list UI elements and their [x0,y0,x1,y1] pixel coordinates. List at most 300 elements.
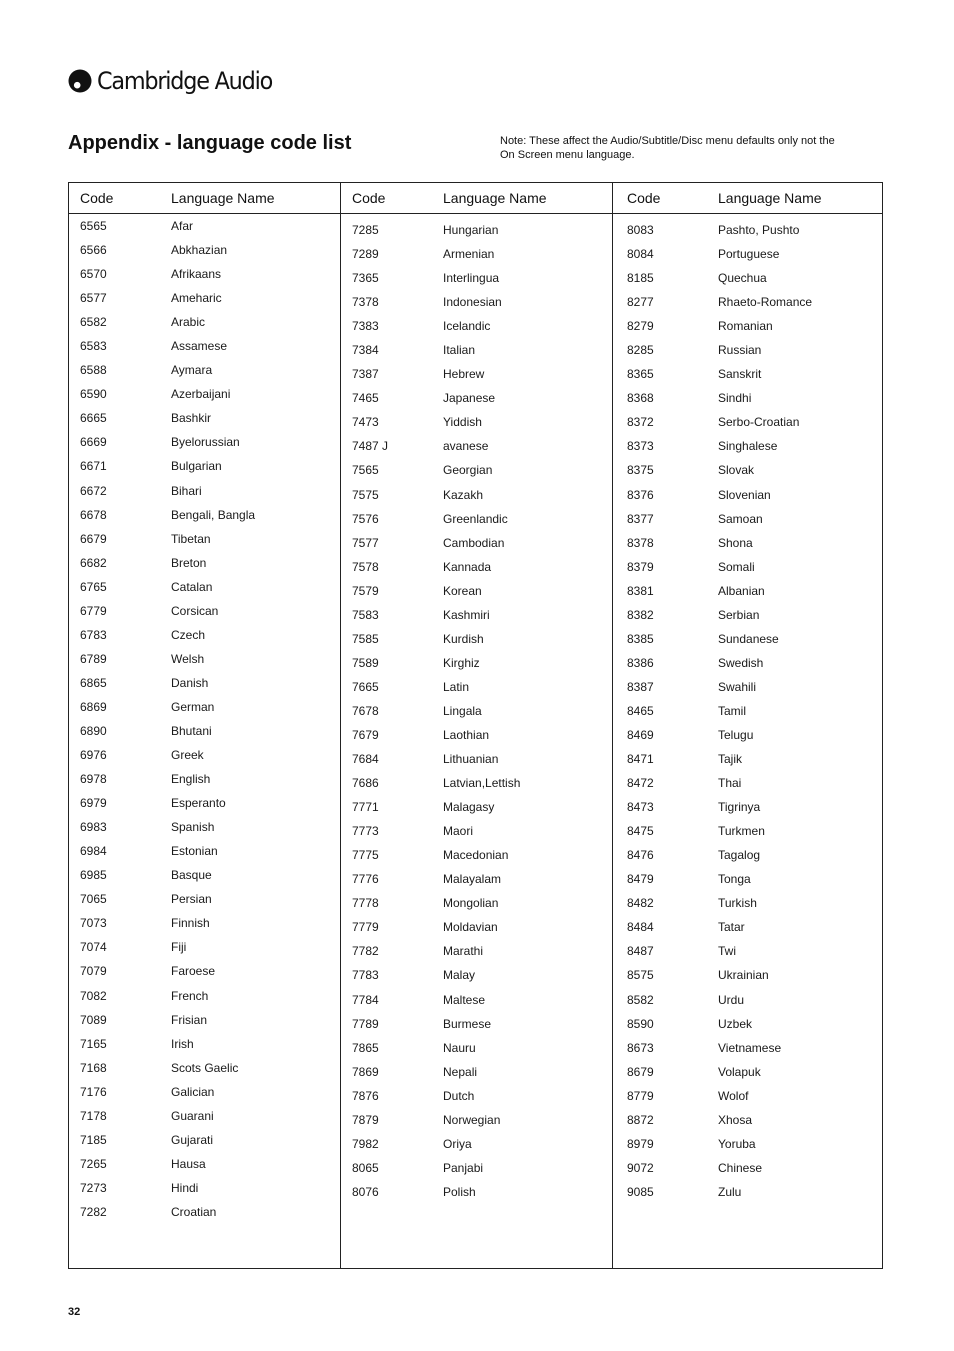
language-code: 7074 [80,940,107,955]
table-row [69,964,340,988]
language-name: Burmese [443,1016,492,1031]
language-code: 6565 [80,219,107,233]
table-row [69,339,340,363]
language-code: 7282 [80,1204,107,1219]
language-code: 9072 [627,1160,654,1175]
language-code: 7679 [352,727,379,742]
language-code: 8083 [627,223,654,237]
table-row [69,676,340,700]
language-code: 6678 [80,507,107,522]
language-code: 8185 [627,271,654,286]
language-code: 8472 [627,776,654,791]
language-name: Urdu [718,992,745,1007]
language-code: 8679 [627,1064,654,1079]
table-row [613,391,883,415]
language-code: 7876 [352,1088,379,1103]
language-name: Tatar [718,920,745,935]
language-code: 8378 [627,535,654,550]
language-name: Volapuk [718,1064,761,1079]
language-code: 8479 [627,872,654,887]
table-row [341,343,613,367]
table-row [69,508,340,532]
language-code: 7982 [352,1136,379,1151]
language-name: Danish [171,675,209,690]
language-name: Slovak [718,463,755,478]
table-row [613,343,883,367]
language-name: Sundanese [718,631,779,646]
language-name: Sindhi [718,391,752,406]
language-name: Corsican [171,603,219,618]
table-row [69,628,340,652]
language-code: 7779 [352,920,379,935]
language-name: English [171,772,211,787]
language-name: Mongolian [443,896,499,911]
table-row [613,584,883,608]
table-row [613,439,883,463]
language-name: Japanese [443,391,496,406]
language-name: Russian [718,343,762,358]
language-name: Arabic [171,315,206,330]
language-name: avanese [443,439,489,454]
language-code: 8475 [627,824,654,839]
table-row [69,1037,340,1061]
language-code: 7576 [352,511,379,526]
column-rows [613,223,883,1209]
language-name: Tagalog [718,848,761,863]
table-row [341,512,613,536]
language-name: Afrikaans [171,267,222,282]
language-code: 6979 [80,796,107,811]
language-name: Esperanto [171,796,226,811]
table-row [613,824,883,848]
language-code: 8373 [627,439,654,454]
language-name: Kashmiri [443,607,490,622]
table-row [613,247,883,271]
language-name: Tigrinya [718,800,761,815]
language-code: 6665 [80,411,107,426]
table-row [341,463,613,487]
language-code: 8382 [627,607,654,622]
table-row [69,652,340,676]
language-name: Frisian [171,1012,208,1027]
table-row [69,916,340,940]
language-code: 8387 [627,679,654,694]
table-row [613,993,883,1017]
table-row [69,315,340,339]
language-name: Welsh [171,651,205,666]
table-row [69,387,340,411]
language-name: Faroese [171,964,216,979]
language-name: Xhosa [718,1112,753,1127]
table-row [69,796,340,820]
language-code: 8376 [627,487,654,502]
brand-name: Cambridge Audio [97,67,273,95]
table-row [341,896,613,920]
table-row [613,415,883,439]
language-code: 7168 [80,1060,107,1075]
table-row [341,1161,613,1185]
language-code: 6869 [80,699,107,714]
language-code: 7665 [352,679,379,694]
table-row [341,752,613,776]
language-name: Korean [443,583,482,598]
language-code: 7079 [80,964,107,979]
language-code: 7383 [352,319,379,334]
table-row [613,728,883,752]
note-text [500,134,900,162]
language-code: 7384 [352,343,379,358]
language-code: 8386 [627,655,654,670]
column-rows [341,223,613,1209]
language-name: Interlingua [443,271,500,286]
language-code: 6783 [80,627,107,642]
language-name: Greek [171,748,204,763]
table-row [341,295,613,319]
table-row [613,776,883,800]
language-code: 7782 [352,944,379,959]
table-row [69,291,340,315]
table-row [613,968,883,992]
table-row [613,488,883,512]
language-name: Latin [443,679,470,694]
language-code: 6669 [80,435,107,450]
language-code: 8872 [627,1112,654,1127]
language-name: Chinese [718,1160,763,1175]
table-row [341,367,613,391]
language-code: 7678 [352,703,379,718]
language-name: Serbo-Croatian [718,415,800,430]
table-row [613,680,883,704]
table-row [69,748,340,772]
language-name: Cambodian [443,535,505,550]
table-row [69,556,340,580]
language-name: Vietnamese [718,1040,782,1055]
language-name: Scots Gaelic [171,1060,239,1075]
table-row [613,512,883,536]
language-name: Spanish [171,820,215,835]
table-row [341,920,613,944]
language-name: Lingala [443,703,482,718]
language-code: 7487 J [352,439,389,454]
note-line-2: On Screen menu language. [500,149,635,161]
language-code: 7273 [80,1180,107,1195]
language-code: 7565 [352,463,379,478]
language-name: Georgian [443,463,493,478]
language-code: 7776 [352,872,379,887]
column-header [613,183,883,213]
table-row [613,1089,883,1113]
language-name: Portuguese [718,247,780,262]
language-code: 8484 [627,920,654,935]
table-row [341,800,613,824]
table-row [613,367,883,391]
language-name: Bulgarian [171,459,222,474]
table-row [69,459,340,483]
table-row [69,1205,340,1229]
language-code: 6679 [80,531,107,546]
table-column-1 [69,183,340,1268]
language-code: 8381 [627,583,654,598]
language-name: Marathi [443,944,484,959]
language-name: Kannada [443,559,492,574]
language-name: Icelandic [443,319,491,334]
language-name: Bengali, Bangla [171,507,256,522]
table-row [341,1041,613,1065]
language-name: Malayalam [443,872,502,887]
language-name: Abkhazian [171,243,228,258]
language-code: 8277 [627,295,654,310]
language-name: Turkish [718,896,757,911]
table-row [69,989,340,1013]
language-name: Croatian [171,1204,217,1219]
table-row [69,1181,340,1205]
table-row [69,868,340,892]
language-code: 7686 [352,776,379,791]
language-name: Moldavian [443,920,498,935]
language-code: 8473 [627,800,654,815]
table-row [613,1161,883,1185]
table-row [69,724,340,748]
language-name: Pashto, Pushto [718,223,800,237]
table-row [341,632,613,656]
table-row [341,824,613,848]
language-code: 7684 [352,752,379,767]
language-code: 9085 [627,1184,654,1199]
code-header: Code [352,190,386,206]
language-code: 7575 [352,487,379,502]
table-row [613,1017,883,1041]
language-name: Tonga [718,872,751,887]
language-code: 8487 [627,944,654,959]
table-row [69,820,340,844]
language-name: Irish [171,1036,194,1051]
table-row [613,1041,883,1065]
language-name: Breton [171,555,207,570]
language-name: Yiddish [443,415,482,430]
table-row [613,1113,883,1137]
language-code: 6583 [80,339,107,354]
language-code: 8476 [627,848,654,863]
language-name: Tajik [718,752,743,767]
language-code: 7473 [352,415,379,430]
language-code: 8279 [627,319,654,334]
table-row [341,223,613,247]
language-name: Aymara [171,363,213,378]
table-row [341,319,613,343]
table-row [69,1109,340,1133]
language-code: 6682 [80,555,107,570]
language-code: 8590 [627,1016,654,1031]
table-row [341,872,613,896]
language-code: 7879 [352,1112,379,1127]
language-name: Afar [171,219,194,233]
language-code: 7578 [352,559,379,574]
code-header: Code [627,190,661,206]
language-code: 7579 [352,583,379,598]
language-code: 7178 [80,1108,107,1123]
table-row [613,1065,883,1089]
language-name: Sanskrit [718,367,762,382]
table-row [613,536,883,560]
language-name: Fiji [171,940,187,955]
table-row [613,896,883,920]
language-code: 8076 [352,1184,379,1199]
language-code: 8582 [627,992,654,1007]
table-row [341,944,613,968]
language-name: Zulu [718,1184,742,1199]
language-name: Bihari [171,483,202,498]
language-code: 7289 [352,247,379,262]
language-code: 7589 [352,655,379,670]
language-code: 6984 [80,844,107,859]
table-row [613,463,883,487]
table-row [69,1157,340,1181]
language-name: Wolof [718,1088,749,1103]
language-name: German [171,699,215,714]
language-name: Maltese [443,992,486,1007]
language-name: Dutch [443,1088,475,1103]
language-name: French [171,988,209,1003]
table-row [341,1017,613,1041]
table-row [613,319,883,343]
brand-logo [68,64,285,98]
language-name: Thai [718,776,742,791]
table-row [613,632,883,656]
table-row [341,439,613,463]
table-row [613,295,883,319]
language-code: 8465 [627,703,654,718]
language-name: Uzbek [718,1016,753,1031]
language-code: 6978 [80,772,107,787]
table-row [613,800,883,824]
language-name: Gujarati [171,1132,214,1147]
language-name: Kirghiz [443,655,480,670]
language-name: Italian [443,343,476,358]
table-row [613,1137,883,1161]
language-code: 8377 [627,511,654,526]
table-row [341,848,613,872]
table-row [613,752,883,776]
language-name: Hebrew [443,367,485,382]
language-code: 8575 [627,968,654,983]
table-row [341,968,613,992]
language-name: Bashkir [171,411,212,426]
table-row [341,1113,613,1137]
column-rows [69,219,340,1229]
language-name: Twi [718,944,736,959]
language-code: 7783 [352,968,379,983]
language-name: Hungarian [443,223,499,237]
language-name: Basque [171,868,212,883]
language-code: 7784 [352,992,379,1007]
language-name: Greenlandic [443,511,508,526]
language-code: 8673 [627,1040,654,1055]
language-name: Malay [443,968,476,983]
language-code: 7082 [80,988,107,1003]
table-column-3 [612,183,883,1268]
language-code: 7585 [352,631,379,646]
language-code: 6890 [80,723,107,738]
language-code: 6976 [80,748,107,763]
language-code: 8471 [627,752,654,767]
table-row [341,584,613,608]
table-row [69,1085,340,1109]
language-name: Tibetan [171,531,211,546]
table-row [69,604,340,628]
language-code: 7771 [352,800,379,815]
table-row [69,940,340,964]
language-name: Oriya [443,1136,472,1151]
table-row [341,415,613,439]
language-name: Swedish [718,655,764,670]
table-column-2 [340,183,613,1268]
language-code: 8979 [627,1136,654,1151]
language-code: 7176 [80,1084,107,1099]
language-code: 7165 [80,1036,107,1051]
language-name: Swahili [718,679,757,694]
table-row [341,1089,613,1113]
language-code: 8285 [627,343,654,358]
language-code: 7073 [80,916,107,931]
language-name: Galician [171,1084,215,1099]
language-name-header: Language Name [443,190,547,206]
table-row [69,532,340,556]
language-code: 6779 [80,603,107,618]
language-name: Albanian [718,583,765,598]
language-code: 8065 [352,1160,379,1175]
language-code: 6789 [80,651,107,666]
language-code: 6566 [80,243,107,258]
language-name: Latvian,Lettish [443,776,521,791]
language-name: Indonesian [443,295,502,310]
language-code: 7773 [352,824,379,839]
language-code: 7577 [352,535,379,550]
table-row [613,560,883,584]
language-name: Panjabi [443,1160,484,1175]
language-name: Romanian [718,319,773,334]
language-name: Slovenian [718,487,771,502]
table-row [69,580,340,604]
table-row [613,223,883,247]
table-row [341,271,613,295]
table-row [613,656,883,680]
table-row [69,411,340,435]
language-code: 6865 [80,675,107,690]
table-row [341,560,613,584]
language-name: Ameharic [171,291,222,306]
table-row [341,1137,613,1161]
language-code: 8365 [627,367,654,382]
language-code: 8482 [627,896,654,911]
language-name: Catalan [171,579,213,594]
table-row [613,1185,883,1209]
table-row [69,892,340,916]
language-code: 7265 [80,1156,107,1171]
language-name: Lithuanian [443,752,499,767]
language-code: 7465 [352,391,379,406]
language-code: 6570 [80,267,107,282]
table-row [69,1061,340,1085]
table-row [341,704,613,728]
language-code: 8368 [627,391,654,406]
table-row [69,844,340,868]
table-row [69,267,340,291]
language-code: 8469 [627,727,654,742]
language-name: Quechua [718,271,767,286]
table-row [613,920,883,944]
column-header [341,183,613,213]
language-code: 7775 [352,848,379,863]
